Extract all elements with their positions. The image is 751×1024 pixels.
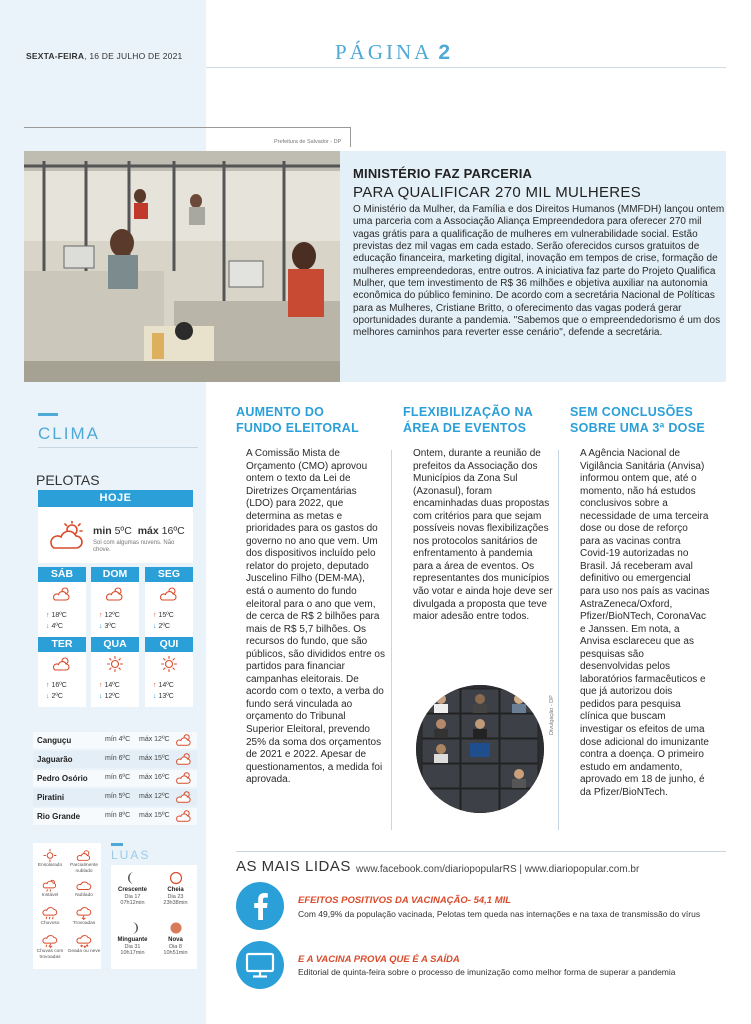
- cloud-sun-icon: [175, 733, 193, 747]
- day-max-temp: 16ºC: [51, 682, 67, 689]
- city-name: Jaguarão: [37, 755, 73, 764]
- moon-phase: Minguante Dia 31 10h17min: [111, 921, 154, 957]
- legend-item: Trovoadas: [67, 907, 101, 927]
- city-max: máx 12ºC: [139, 793, 170, 800]
- mais-lidas-links[interactable]: www.facebook.com/diariopopularRS | www.diariopopular.com.br: [356, 864, 640, 875]
- snow-icon: [76, 935, 92, 948]
- city-row: [33, 770, 197, 787]
- clima-title: CLIMA: [38, 424, 100, 443]
- article-headline: SEM CONCLUSÕES SOBRE UMA 3ª DOSE: [570, 405, 705, 435]
- clima-accent-bar: [38, 413, 58, 416]
- city-min: mín 6ºC: [105, 755, 131, 762]
- day-max-temp: 14ºC: [104, 682, 120, 689]
- cloud-sun-icon: [175, 771, 193, 785]
- day-label: DOM: [91, 567, 139, 582]
- legend-item: Geada ou neve: [67, 935, 101, 955]
- city-name: Pedro Osório: [37, 774, 88, 783]
- cloud-sun-icon: [105, 586, 125, 602]
- legend-item: Parcialmente nublado: [67, 849, 101, 874]
- cloud-sun-icon: [159, 586, 179, 602]
- edition-date: SEXTA-FEIRA, 16 DE JULHO DE 2021: [26, 51, 183, 61]
- city-name: Canguçu: [37, 736, 72, 745]
- day-min-temp: 2ºC: [51, 693, 63, 700]
- weather-legend: [33, 843, 101, 969]
- mais-lidas-title: AS MAIS LIDAS: [236, 858, 351, 875]
- mais-lidas-divider: [236, 851, 726, 852]
- monitor-icon: [236, 941, 284, 989]
- city-title: PELOTAS: [36, 472, 100, 488]
- day-forecast: TER ↑ 16ºC ↓ 2ºC: [38, 637, 86, 707]
- video-meeting-photo: [416, 685, 544, 813]
- legend-item: Instável: [33, 879, 67, 899]
- day-label: SÁB: [38, 567, 86, 582]
- day-min-temp: 12ºC: [104, 693, 120, 700]
- cloud-sun-rain-icon: [42, 879, 58, 892]
- day-forecast: QUA ↑ 14ºC ↓ 12ºC: [91, 637, 139, 707]
- day-forecast: SEG ↑ 15ºC ↓ 2ºC: [145, 567, 193, 637]
- article-body: A Agência Nacional de Vigilância Sanitária (Anvisa) informou ontem que, até o momento, não há estudos conclusivos sobre a necessidade de uma terceira dose ou dose de reforço para as vacinas contra Covid-19 autorizadas no Brasil. Já receberam aval definitivo ou emergencial para uso nos país as vacinas AstraZeneca/Oxford, Pfizer/BioNTech, CoronaVac e Janssen. Em nota, a Anvisa esclareceu que as pesquisas são desenvolvidas pelos laboratórios farmacêuticos e que já autorizou dois pedidos para pesquisa clínica que buscam investigar os efeitos de uma dose adicional do imunizante contra a doença. O primeiro estudo em andamento, aprovado em 18 de junho, é da Pfizer/BioNTech.: [580, 448, 710, 798]
- day-forecast: DOM ↑ 12ºC ↓ 3ºC: [91, 567, 139, 637]
- cloud-sun-icon: [175, 752, 193, 766]
- day-max-temp: 18ºC: [51, 612, 67, 619]
- luas-title: LUAS: [111, 848, 151, 862]
- moon-new-icon: [169, 921, 183, 935]
- city-min: mín 4ºC: [105, 736, 131, 743]
- day-min-temp: 2ºC: [158, 623, 170, 630]
- day-min-temp: 13ºC: [158, 693, 174, 700]
- cloud-sun-icon: [52, 586, 72, 602]
- sun-icon: [159, 656, 179, 672]
- legend-item: Chuvoso: [33, 907, 67, 927]
- day-min-temp: 4ºC: [51, 623, 63, 630]
- city-name: Piratini: [37, 793, 65, 802]
- city-row: [33, 751, 197, 768]
- day-max-temp: 14ºC: [158, 682, 174, 689]
- city-max: máx 15ºC: [139, 755, 170, 762]
- sun-icon: [42, 849, 58, 862]
- facebook-icon: [236, 882, 284, 930]
- moon-full-icon: [169, 871, 183, 885]
- photo-frame-line: [24, 127, 350, 128]
- moon-waning-icon: [126, 921, 140, 935]
- city-row: [33, 732, 197, 749]
- legend-item: Nublado: [67, 879, 101, 899]
- cloud-sun-icon: [76, 849, 92, 862]
- lead-body-text: O Ministério da Mulher, da Família e dos Direitos Humanos (MMFDH) lançou ontem uma parceria com a Associação Aliança Empreendedora para oferecer 270 mil vagas grátis para a qualificação de mulheres em vulnerabilidade social. Estão previstas dez mil vagas em cada estado. Serão oferecidos cursos gratuitos de educação financeira, marketing digital, inovação em tempos de crise, formação de mulheres empreendedoras, entre outros. A iniciativa faz parte do Projeto Qualifica Mulher, que tem investimento de R$ 36 milhões e objetiva auxiliar na autonomia econômica do público feminino. De acordo com a secretária Nacional de Políticas para as Mulheres, Cristiane Britto, o oferecimento das vagas poderá gerar oportunidades durante a pandemia. "Sabemos que o empreendedorismo é um dos melhores caminhos para reverter esse cenário", defende a secretária.: [353, 204, 725, 339]
- lead-headline: MINISTÉRIO FAZ PARCERIA: [353, 166, 533, 181]
- most-read-summary: Editorial de quinta-feira sobre o processo de imunização como melhor forma de superar a pandemia: [298, 967, 676, 977]
- today-header: HOJE: [38, 490, 193, 507]
- photo-frame-line: [350, 127, 351, 147]
- lead-subheadline: PARA QUALIFICAR 270 MIL MULHERES: [353, 184, 642, 201]
- legend-item: Chuvas com trovoadas: [33, 935, 67, 960]
- day-label: QUA: [91, 637, 139, 652]
- city-min: mín 6ºC: [105, 774, 131, 781]
- city-name: Rio Grande: [37, 812, 81, 821]
- moon-phase: Nova Dia 8 10h51min: [154, 921, 197, 957]
- city-min: mín 5ºC: [105, 793, 131, 800]
- article-body: A Comissão Mista de Orçamento (CMO) aprovou ontem o texto da Lei de Diretrizes Orçamentárias (LDO) para 2022, que determina as metas e prioridades para os gastos do governo no ano que vem. Um dos dispositivos incluído pelo relator do projeto, deputado Juscelino Filho (DEM-MA), está o aumento do fundo eleitoral para o ano que vem, de cerca de R$ 2 bilhões para mais de R$ 5,7 bilhões. Os recursos do fundo, que são públicos, são divididos entre os partidos para financiar campanhas eleitorais. De acordo com o texto, a verba do fundo será vinculada ao orçamento do Tribunal Superior Eleitoral, prevendo 25% da soma dos orçamentos de 2021 e 2022. Apesar de questionamentos, a medida foi aprovada.: [246, 448, 385, 786]
- moon-phase: Crescente Dia 17 07h12min: [111, 871, 154, 907]
- day-min-temp: 3ºC: [104, 623, 116, 630]
- city-max: máx 12ºC: [139, 736, 170, 743]
- photo-credit: Divulgação - DP: [549, 695, 555, 735]
- storm-icon: [76, 907, 92, 920]
- most-read-headline[interactable]: E A VACINA PROVA QUE É A SAÍDA: [298, 954, 460, 965]
- luas-accent-bar: [111, 843, 123, 846]
- clima-divider: [38, 447, 198, 448]
- cloud-icon: [76, 879, 92, 892]
- page-title: PÁGINA 2: [335, 40, 451, 64]
- city-max: máx 15ºC: [139, 812, 170, 819]
- cloud-sun-icon: [52, 656, 72, 672]
- legend-item: Ensolarado: [33, 849, 67, 869]
- column-divider: [391, 450, 392, 830]
- most-read-headline[interactable]: EFEITOS POSITIVOS DA VACINAÇÃO- 54,1 MIL: [298, 895, 512, 906]
- day-forecast: SÁB ↑ 18ºC ↓ 4ºC: [38, 567, 86, 637]
- most-read-summary: Com 49,9% da população vacinada, Pelotas tem queda nas internações e na taxa de transmissão do vírus: [298, 909, 701, 919]
- today-forecast: [38, 507, 193, 563]
- column-divider: [558, 450, 559, 830]
- today-temperatures: min 5ºC máx 16ºC: [93, 525, 185, 537]
- article-headline: AUMENTO DO FUNDO ELEITORAL: [236, 405, 360, 435]
- day-label: TER: [38, 637, 86, 652]
- cloud-sun-icon: [175, 790, 193, 804]
- day-max-temp: 15ºC: [158, 612, 174, 619]
- day-label: SEG: [145, 567, 193, 582]
- moon-crescent-icon: [126, 871, 140, 885]
- moon-phases: [111, 865, 197, 969]
- city-row: [33, 789, 197, 806]
- cloud-sun-icon: [46, 521, 86, 551]
- day-label: QUI: [145, 637, 193, 652]
- header-divider: [206, 67, 726, 68]
- sun-icon: [105, 656, 125, 672]
- cloud-sun-icon: [175, 809, 193, 823]
- today-description: Sol com algumas nuvens. Não chove.: [93, 540, 175, 553]
- rain-storm-icon: [42, 935, 58, 948]
- day-max-temp: 12ºC: [104, 612, 120, 619]
- photo-credit: Prefeitura de Salvador - DP: [274, 139, 342, 145]
- day-forecast: QUI ↑ 14ºC ↓ 13ºC: [145, 637, 193, 707]
- article-headline: FLEXIBILIZAÇÃO NA ÁREA DE EVENTOS: [403, 405, 534, 435]
- city-row: [33, 808, 197, 825]
- city-min: mín 8ºC: [105, 812, 131, 819]
- article-body: Ontem, durante a reunião de prefeitos da Associação dos Municípios da Zona Sul (Azonasul), foram encaminhadas duas propostas com critérios para que sejam possíveis novas flexibilizações nos protocolos sanitários de enfrentamento à pandemia para a área de eventos. Os representantes dos municípios vão votar e ainda hoje deve ser divulgada a proposta que teve maior adesão entre todos.: [413, 448, 553, 623]
- lead-photo: [24, 151, 340, 382]
- rain-icon: [42, 907, 58, 920]
- moon-phase: Cheia Dia 23 23h38min: [154, 871, 197, 907]
- city-max: máx 16ºC: [139, 774, 170, 781]
